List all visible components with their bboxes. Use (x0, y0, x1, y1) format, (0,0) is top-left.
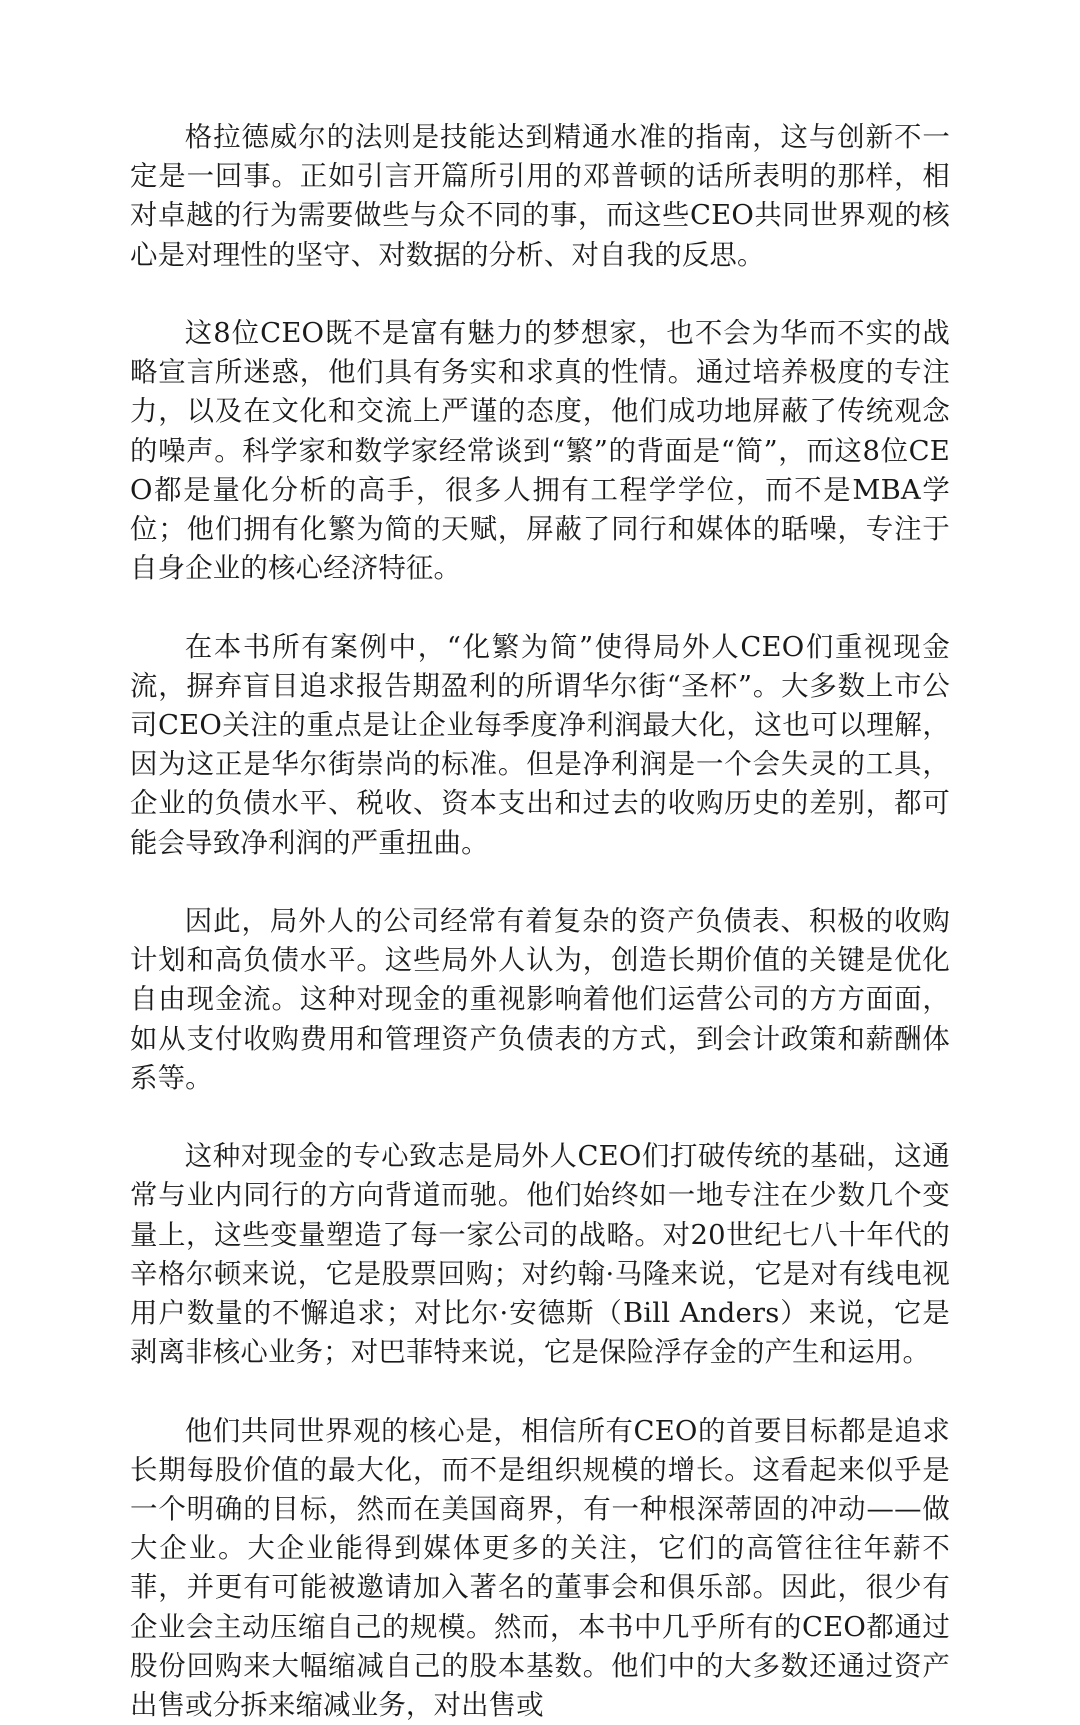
paragraph-4: 因此，局外人的公司经常有着复杂的资产负债表、积极的收购计划和高负债水平。这些局外人认为，创造长期价值的关键是优化自由现金流。这种对现金的重视影响着他们运营公司的方方面面，如从支付收购费用和管理资产负债表的方式，到会计政策和薪酬体系等。 (130, 906, 950, 1094)
paragraph-6: 他们共同世界观的核心是，相信所有CEO的首要目标都是追求长期每股价值的最大化，而不是组织规模的增长。这看起来似乎是一个明确的目标，然而在美国商界，有一种根深蒂固的冲动——做大企业。大企业能得到媒体更多的关注，它们的高管往往年薪不菲，并更有可能被邀请加入著名的董事会和俱乐部。因此，很少有企业会主动压缩自己的规模。然而，本书中几乎所有的CEO都通过股份回购来大幅缩减自己的股本基数。他们中的大多数还通过资产出售或分拆来缩减业务，对出售或 (130, 1415, 950, 1722)
document-page (130, 118, 950, 1725)
paragraph-5: 这种对现金的专心致志是局外人CEO们打破传统的基础，这通常与业内同行的方向背道而驰。他们始终如一地专注在少数几个变量上，这些变量塑造了每一家公司的战略。对20世纪七八十年代的辛格尔顿来说，它是股票回购；对约翰·马隆来说，它是对有线电视用户数量的不懈追求；对比尔·安德斯（Bill Anders）来说，它是剥离非核心业务；对巴菲特来说，它是保险浮存金的产生和运用。 (130, 1141, 950, 1369)
paragraph-2: 这8位CEO既不是富有魅力的梦想家，也不会为华而不实的战略宣言所迷惑，他们具有务实和求真的性情。通过培养极度的专注力，以及在文化和交流上严谨的态度，他们成功地屏蔽了传统观念的噪声。科学家和数学家经常谈到“繁”的背面是“简”，而这8位CEO都是量化分析的高手，很多人拥有工程学学位，而不是MBA学位；他们拥有化繁为简的天赋，屏蔽了同行和媒体的聒噪，专注于自身企业的核心经济特征。 (130, 318, 950, 585)
paragraph-3: 在本书所有案例中，“化繁为简”使得局外人CEO们重视现金流，摒弃盲目追求报告期盈利的所谓华尔街“圣杯”。大多数上市公司CEO关注的重点是让企业每季度净利润最大化，这也可以理解，因为这正是华尔街崇尚的标准。但是净利润是一个会失灵的工具，企业的负债水平、税收、资本支出和过去的收购历史的差别，都可能会导致净利润的严重扭曲。 (130, 631, 950, 859)
paragraph-1: 格拉德威尔的法则是技能达到精通水准的指南，这与创新不一定是一回事。正如引言开篇所引用的邓普顿的话所表明的那样，相对卓越的行为需要做些与众不同的事，而这些CEO共同世界观的核心是对理性的坚守、对数据的分析、对自我的反思。 (130, 122, 950, 271)
